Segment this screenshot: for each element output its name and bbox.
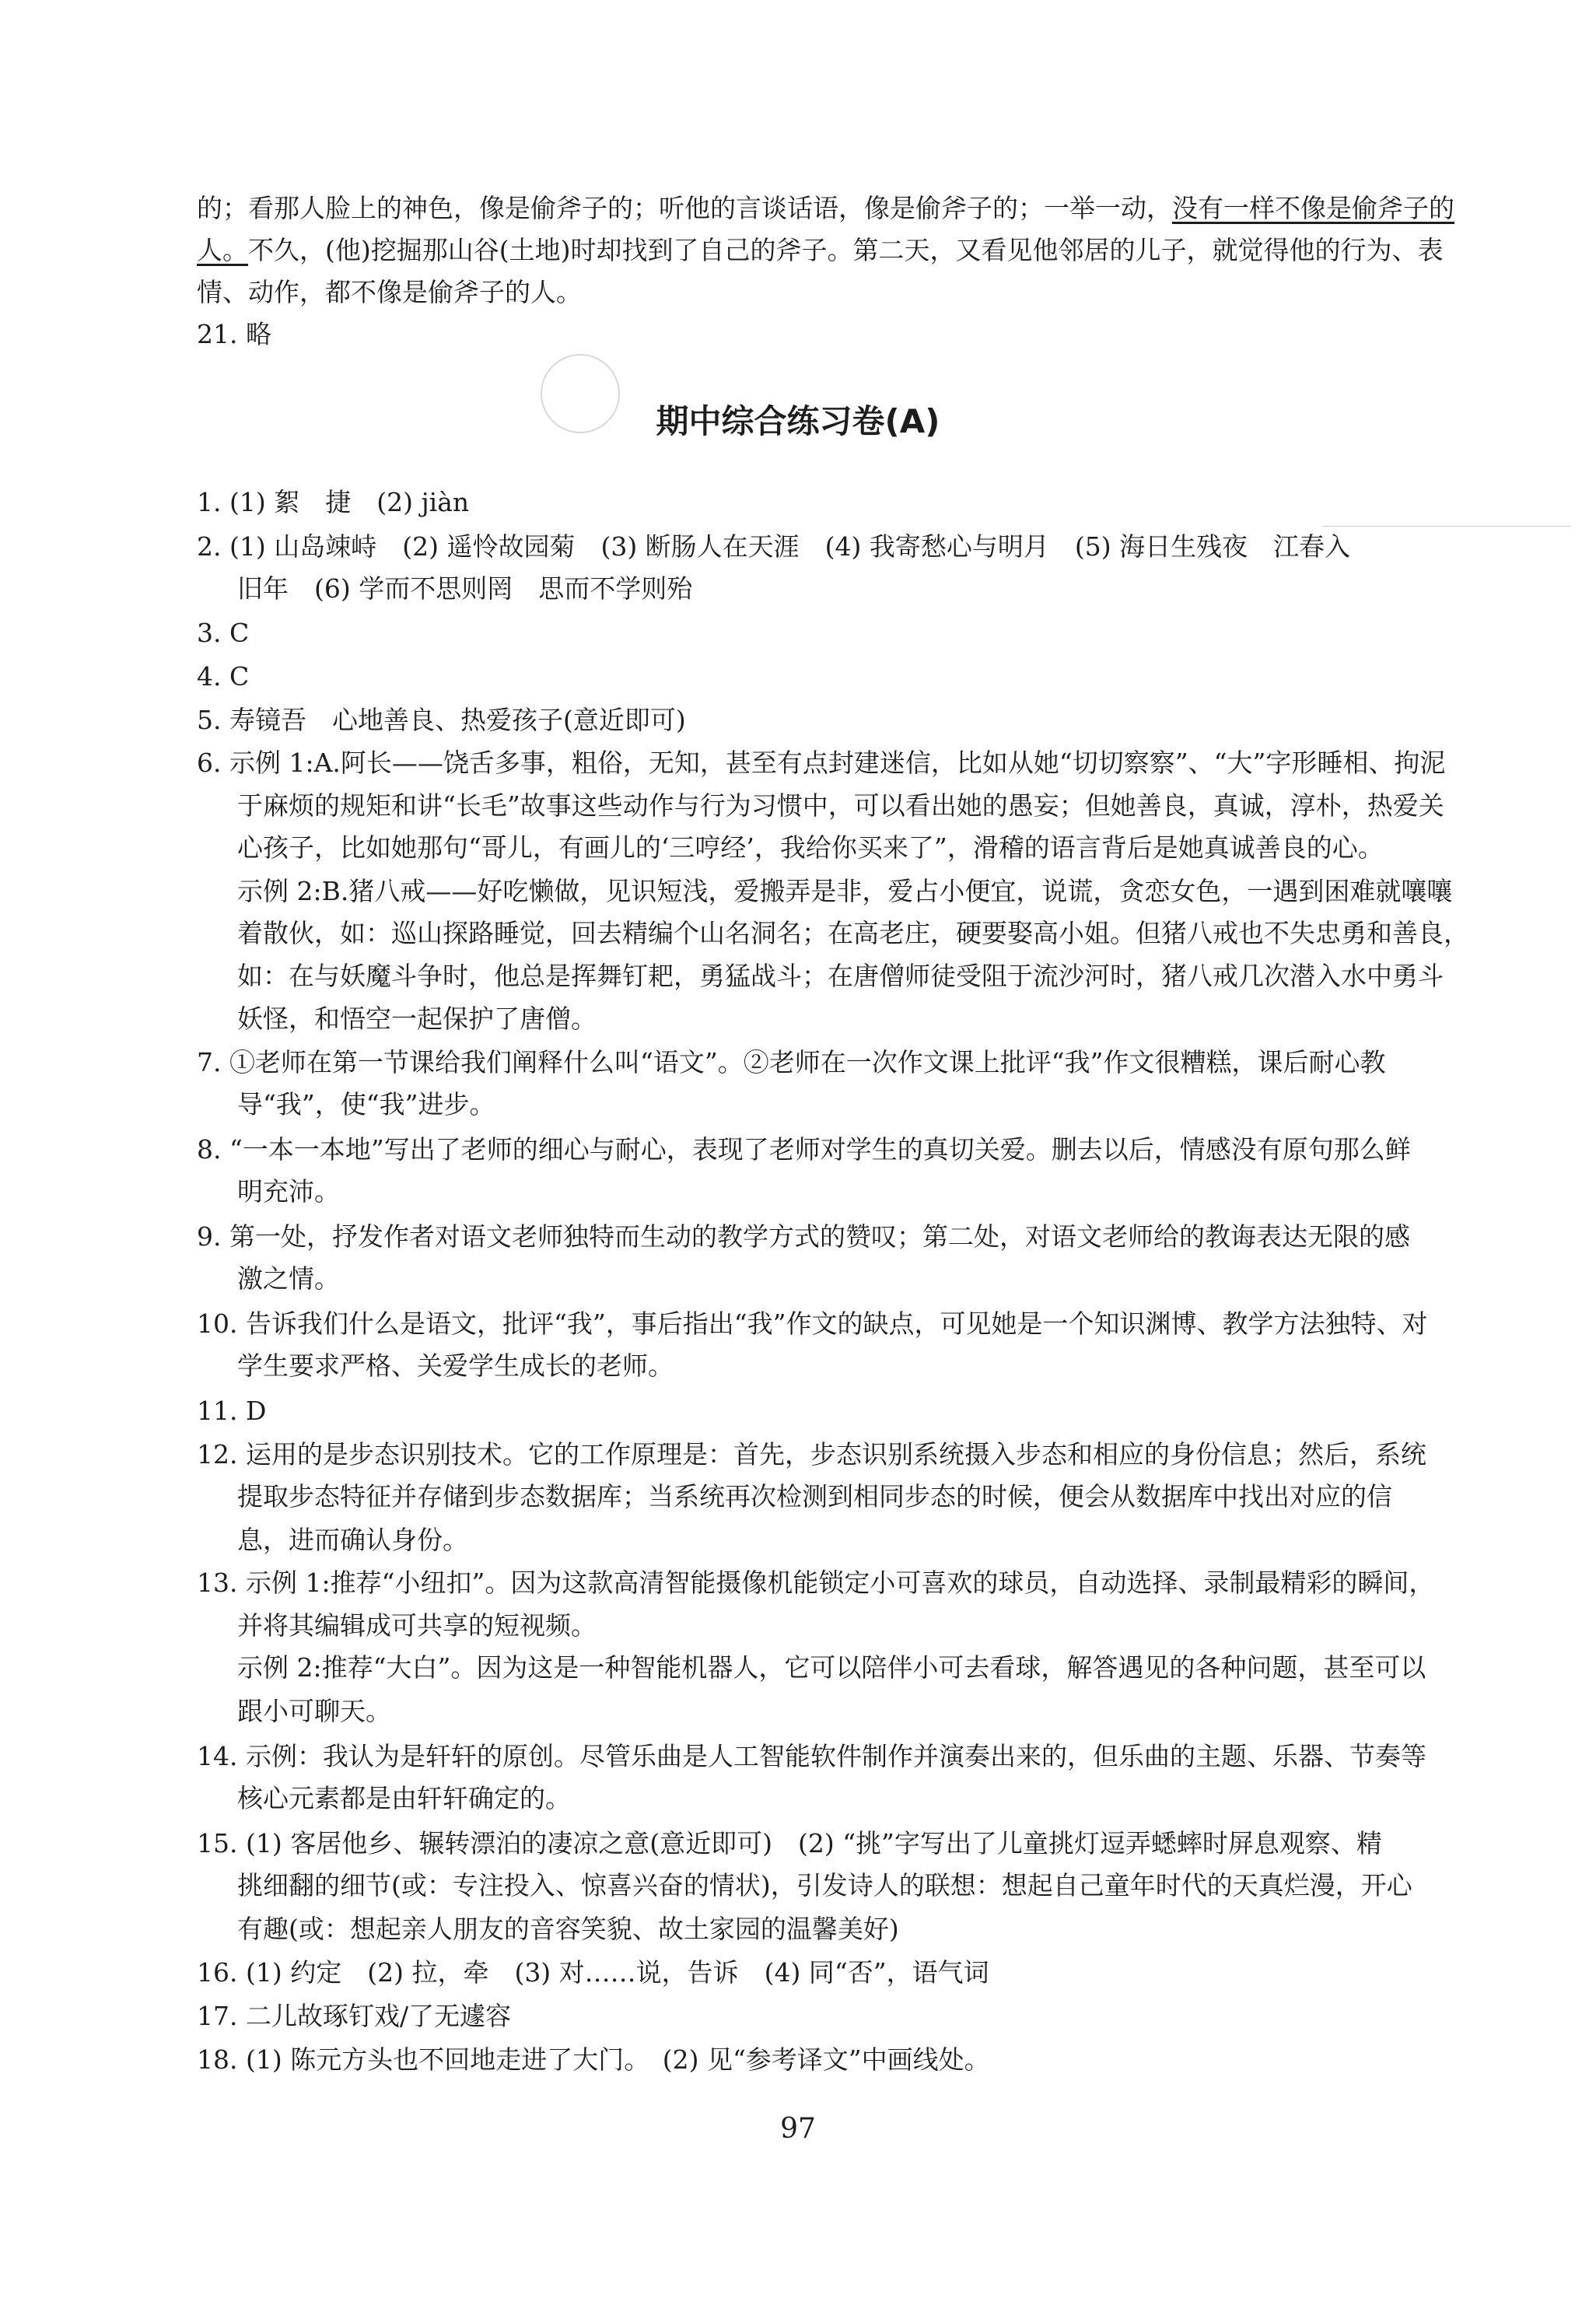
answer-line: 4. C [197,661,250,692]
answer-line: 核心元素都是由轩轩确定的。 [237,1783,571,1813]
answer-line: 11. D [197,1396,267,1426]
answer-line: 9. 第一处，抒发作者对语文老师独特而生动的教学方式的赞叹；第二处，对语文老师给的教诲表达无限的感 [197,1221,1410,1252]
answer-line: 着散伙，如：巡山探路睡觉，回去精编个山名洞名；在高老庄，硬要娶高小姐。但猪八戒也不失忠勇和善良， [237,918,1469,948]
answer-line: 3. C [197,618,250,648]
answer-line: 7. ①老师在第一节课给我们阐释什么叫“语文”。②老师在一次作文课上批评“我”作文很糟糕，课后耐心教 [197,1047,1386,1077]
answer-line: 如：在与妖魔斗争时，他总是挥舞钉耙，勇猛战斗；在唐僧师徒受阻于流沙河时，猪八戒几次潜入水中勇斗 [237,961,1444,991]
page-number: 97 [780,2113,816,2145]
section-title: 期中综合练习卷(A) [656,402,940,440]
answer-line: 并将其编辑成可共享的短视频。 [237,1610,597,1641]
answer-line: 10. 告诉我们什么是语文，批评“我”，事后指出“我”作文的缺点，可见她是一个知识渊博、教学方法独特、对 [197,1308,1428,1339]
answer-line: 导“我”，使“我”进步。 [237,1089,495,1119]
answer-line: 心孩子，比如她那句“哥儿，有画儿的‘三哼经’，我给你买来了”，滑稽的语言背后是她真诚善良的心。 [237,832,1384,863]
answer-line: 8. “一本一本地”写出了老师的细心与耐心，表现了老师对学生的真切关爱。删去以后，情感没有原句那么鲜 [197,1134,1411,1165]
answer-line: 2. (1) 山岛竦峙 (2) 遥怜故园菊 (3) 断肠人在天涯 (4) 我寄愁心与明月 (5) 海日生残夜 江春入 [197,531,1351,562]
answer-line: 有趣(或：想起亲人朋友的音容笑貌、故土家园的温馨美好) [237,1914,899,1944]
answer-line: 挑细翻的细节(或：专注投入、惊喜兴奋的情状)，引发诗人的联想：想起自己童年时代的天真烂漫，开心 [237,1870,1412,1900]
answer-line: 示例 2:B.猪八戒——好吃懒做，见识短浅，爱搬弄是非，爱占小便宜，说谎，贪恋女色，一遇到困难就嚷嚷 [237,876,1453,906]
answer-line: 示例 2:推荐“大白”。因为这是一种智能机器人，它可以陪伴小可去看球，解答遇见的各种问题，甚至可以 [237,1652,1426,1683]
answer-line: 18. (1) 陈元方头也不回地走进了大门。 (2) 见“参考译文”中画线处。 [197,2044,990,2075]
answer-line: 激之情。 [237,1263,340,1294]
prev-answer-line-3: 情、动作，都不像是偷斧子的人。 [197,277,582,307]
answer-line: 14. 示例：我认为是轩轩的原创。尽管乐曲是人工智能软件制作并演奏出来的，但乐曲的主题、乐器、节奏等 [197,1741,1426,1771]
answer-21: 21. 略 [197,319,271,349]
answer-line: 提取步态特征并存储到步态数据库；当系统再次检测到相同步态的时候，便会从数据库中找出对应的信 [237,1481,1392,1512]
answer-line: 于麻烦的规矩和讲“长毛”故事这些动作与行为习惯中，可以看出她的愚妄；但她善良，真诚，淳朴，热爱关 [237,790,1444,821]
prev-answer-line-1: 的；看那人脸上的神色，像是偷斧子的；听他的言谈话语，像是偷斧子的；一举一动，没有一样不像是偷斧子的 [197,193,1454,223]
answer-line: 16. (1) 约定 (2) 拉，牵 (3) 对……说，告诉 (4) 同“否”，语气词 [197,1957,989,1988]
prev-answer-line-2: 人。不久，(他)挖掘那山谷(土地)时却找到了自己的斧子。第二天，又看见他邻居的儿子，就觉得他的行为、表 [197,235,1444,265]
answer-line: 13. 示例 1:推荐“小纽扣”。因为这款高清智能摄像机能锁定小可喜欢的球员，自动选择、录制最精彩的瞬间， [197,1568,1435,1598]
answer-line: 学生要求严格、关爱学生成长的老师。 [237,1350,674,1381]
answer-line: 旧年 (6) 学而不思则罔 思而不学则殆 [237,573,693,604]
answer-line: 妖怪，和悟空一起保护了唐僧。 [237,1004,597,1034]
answer-line: 5. 寿镜吾 心地善良、热爱孩子(意近即可) [197,705,686,735]
answer-line: 息，进而确认身份。 [237,1525,468,1555]
answer-line: 跟小可聊天。 [237,1696,391,1726]
answer-line: 17. 二儿故琢钉戏/了无遽容 [197,2001,512,2031]
answer-line: 1. (1) 絮 捷 (2) jiàn [197,487,470,517]
answer-line: 12. 运用的是步态识别技术。它的工作原理是：首先，步态识别系统摄入步态和相应的身份信息；然后，系统 [197,1439,1426,1470]
answer-line: 15. (1) 客居他乡、辗转漂泊的凄凉之意(意近即可) (2) “挑”字写出了儿童挑灯逗弄蟋蟀时屏息观察、精 [197,1828,1382,1858]
answer-line: 6. 示例 1:A.阿长——饶舌多事，粗俗，无知，甚至有点封建迷信，比如从她“切切察察”、“大”字形睡相、拘泥 [197,748,1446,778]
answer-line: 明充沛。 [237,1176,340,1207]
